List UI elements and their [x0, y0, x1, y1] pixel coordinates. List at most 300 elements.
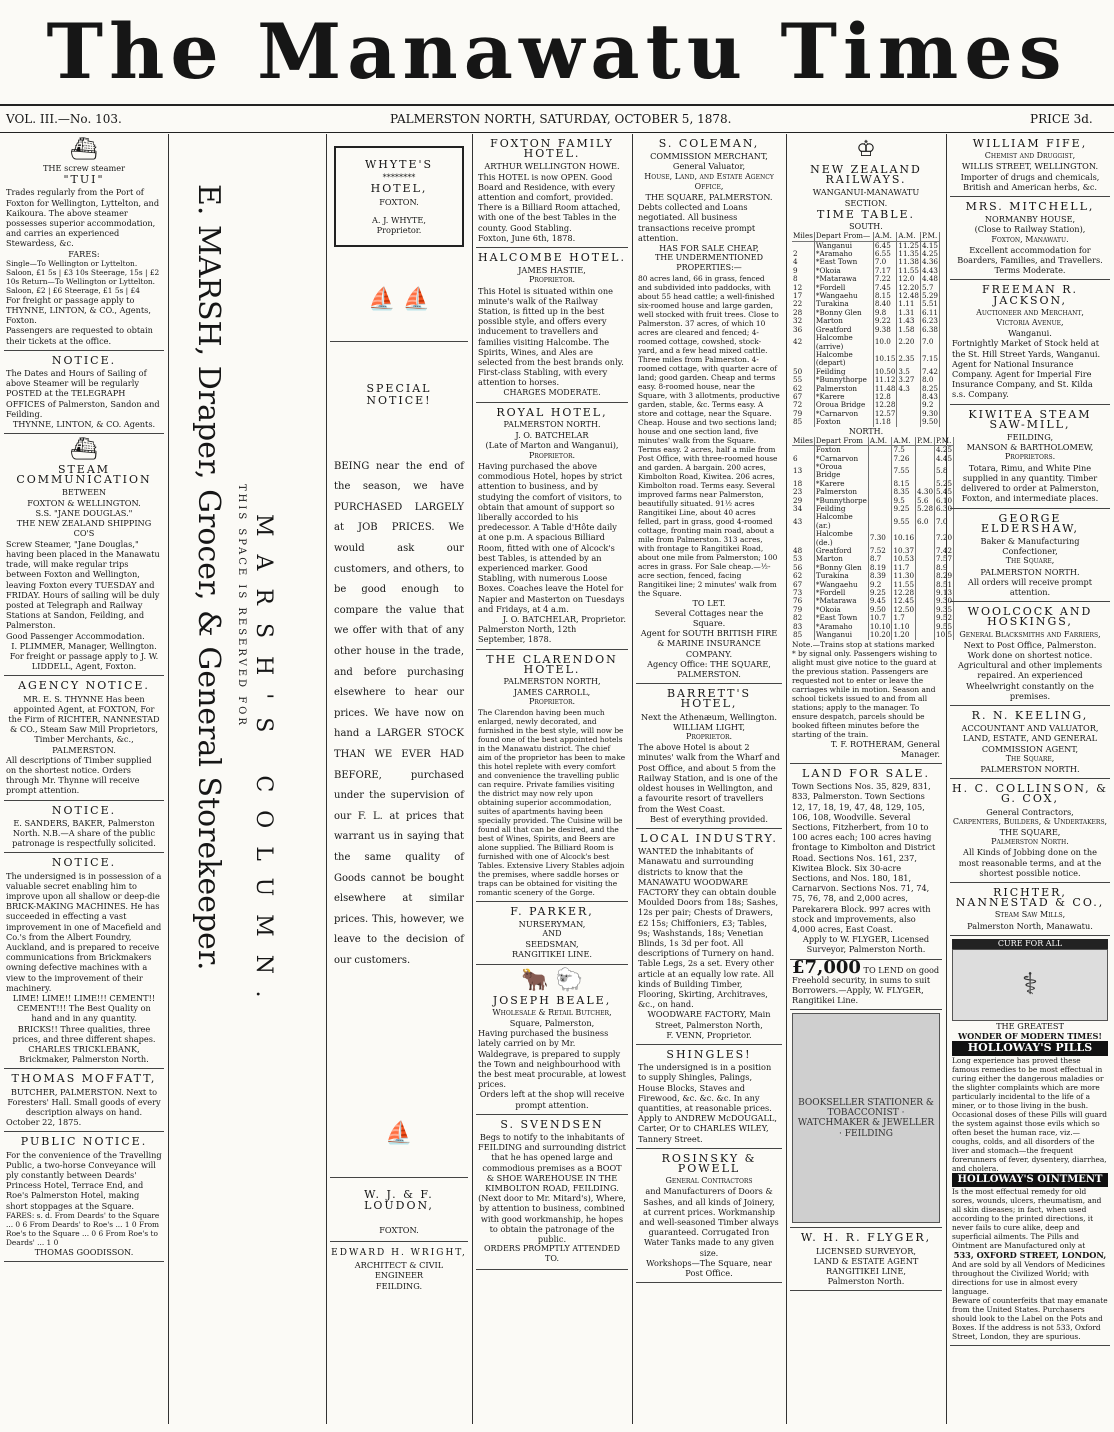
- loudon-ad: W. J. & F. LOUDON, FOXTON.: [330, 1177, 468, 1235]
- timetable-cell: 8.51: [936, 579, 953, 589]
- timetable-cell: 11.35: [898, 249, 919, 259]
- timetable-cell: 1.7: [892, 614, 916, 622]
- timetable-cell: 7.55: [892, 463, 916, 480]
- timetable-cell: 9.38: [873, 326, 897, 334]
- timetable-cell: 79: [792, 606, 814, 614]
- timetable-cell: [916, 597, 935, 605]
- timetable-cell: Depart From—: [814, 232, 873, 241]
- timetable-cell: *Karere: [814, 393, 873, 401]
- timetable-cell: *Fordell: [814, 284, 873, 292]
- volume-number: VOL. III.—No. 103.: [6, 112, 122, 126]
- whyte-hotel-ad: WHYTE'S ******** HOTEL, FOXTON. A. J. WHYTE, Proprietor.: [334, 146, 464, 247]
- timetable-cell: 9.13: [936, 588, 953, 598]
- timetable-cell: 7.5: [892, 446, 916, 455]
- sailing-notice: NOTICE. The Dates and Hours of Sailing of above Steamer will be regularly POSTED at the TELEGRAPH OFFICES of Palmerston, Sandon and Feilding. THYNNE, LINTON, & CO. Agents.: [4, 351, 164, 434]
- timetable-cell: 13: [792, 463, 814, 480]
- timetable-cell: 82: [792, 614, 814, 622]
- timetable-cell: 12.8: [873, 393, 897, 401]
- timetable-cell: 4.25: [921, 249, 938, 259]
- column-5: [636, 134, 782, 1424]
- timetable-cell: 22: [792, 300, 814, 308]
- place-date: PALMERSTON NORTH, SATURDAY, OCTOBER 5, 1878.: [390, 112, 732, 126]
- timetable-cell: Turakina: [814, 300, 873, 308]
- steamer-icon: ⛴: [70, 137, 98, 162]
- timetable-cell: 28: [792, 309, 814, 317]
- timetable-cell: *Karere: [814, 480, 868, 488]
- timetable-cell: *Oroua Bridge: [814, 463, 868, 480]
- timetable-cell: 9.8: [873, 309, 897, 317]
- timetable-cell: Halcombe (de.): [814, 530, 868, 547]
- marsh-storekeeper: E. MARSH, Draper, Grocer, & General Storekeeper.: [191, 184, 226, 971]
- timetable-cell: 12.45: [893, 596, 915, 606]
- timetable-row: [792, 401, 940, 409]
- brickmaking-notice: NOTICE. The undersigned is in possession of a valuable secret enabling him to improve upon all shallow or deep-die BRICK-MAKING MACHINES. He has succeeded in effecting a vast improvement in one of Macefield and Co.'s from the Albert Foundry, Auckland, and is prepared to receive communications from Brickmakers owning defective machines with a view to the improvement of their machinery. LIME! LIME!! LIME!!! CEMENT!! CEMENT!!! The Best Quality on hand and in any quantity. BRICKS!! Three qualities, three prices, and three different shapes. CHARLES TRICKLEBANK, Brickmaker, Palmerston North.: [4, 853, 164, 1069]
- timetable-cell: 2.35: [897, 351, 921, 368]
- timetable-cell: 9: [792, 267, 814, 275]
- south-timetable: [792, 232, 940, 426]
- timetable-cell: 4.3: [897, 385, 921, 393]
- timetable-cell: Marton: [814, 555, 868, 563]
- timetable-cell: 9.2: [920, 401, 939, 409]
- timetable-cell: 1.31: [897, 309, 921, 317]
- timetable-cell: 8.25: [921, 383, 938, 393]
- mitchell-boarding-ad: MRS. MITCHELL, NORMANBY HOUSE, (Close to Railway Station), Foxton, Manawatu. Excellent accommodation for Boarders, Families, and Travellers. Terms Moderate.: [950, 197, 1110, 280]
- timetable-cell: 12.20: [898, 282, 919, 292]
- timetable-cell: *Wangaehu: [814, 581, 868, 589]
- timetable-cell: 6: [792, 455, 814, 463]
- pocket-watch-illustration: BOOKSELLER STATIONER & TOBACCONIST · WATCHMAKER & JEWELLER · FEILDING: [792, 1013, 940, 1223]
- timetable-row: [792, 232, 940, 241]
- timetable-cell: *Wangaehu: [814, 292, 873, 300]
- timetable-cell: 10.10: [869, 621, 891, 631]
- timetable-cell: 9.30: [936, 596, 953, 606]
- timetable-cell: *Aramaho: [814, 623, 868, 631]
- cattle-illustration: 🐂 🐑: [521, 967, 583, 993]
- fife-chemist-ad: WILLIAM FIFE, Chemist and Druggist, WILLIS STREET, WELLINGTON. Importer of drugs and chemicals, British and American herbs, &c.: [950, 134, 1110, 197]
- money-to-lend-ad: £7,000 TO LEND on good Freehold security, in sums to suit Borrowers.—Apply, W. FLYGER, Rangitikei Line.: [790, 960, 942, 1011]
- timetable-cell: 8.43: [921, 391, 938, 401]
- timetable-cell: 8.9: [935, 564, 954, 572]
- seated-figure-illustration: ⚕: [952, 949, 1108, 1021]
- timetable-cell: Halcombe (arrive): [814, 334, 873, 351]
- timetable-cell: *Okoia: [814, 267, 873, 275]
- price: PRICE 3d.: [1030, 112, 1093, 126]
- timetable-cell: Miles: [793, 435, 813, 445]
- timetable-cell: 56: [792, 564, 814, 572]
- timetable-cell: 73: [792, 589, 814, 597]
- timetable-cell: 5.29: [921, 291, 938, 301]
- timetable-cell: 8.7: [868, 555, 892, 563]
- dateline: [0, 104, 1114, 133]
- timetable-cell: [916, 555, 935, 563]
- timetable-cell: 8: [792, 275, 814, 283]
- timetable-cell: 6.55: [873, 250, 897, 258]
- column-6: [790, 134, 953, 1424]
- timetable-cell: 9.25: [868, 589, 892, 597]
- tui-steamer-ad: ⛴ THE screw steamer "TUI" Trades regularly from the Port of Foxton for Wellington, Lyttelton, and Kaikoura. The above steamer possesses superior accommodation, and carries an experienced Stewardess, &c. FARES: Single—To Wellington or Lyttelton. Saloon, £1 5s | £3 10s Steerage, 15s | £2 10s Return—To Wellington or Lyttelton. Saloon, £2 | £6 Steerage, £1 5s | £4 For freight or passage apply to THYNNE, LINTON, & CO., Agents, Foxton. Passengers are requested to obtain their tickets at the office.: [4, 134, 164, 351]
- woolcock-blacksmith-ad: WOOLCOCK AND HOSKINGS, General Blacksmiths and Farriers, Next to Post Office, Palmerston. Work done on shortest notice. Agricultural and other implements repaired. An experienced Wheelwright constantly on the premises.: [950, 602, 1110, 706]
- timetable-cell: A.M.: [868, 437, 892, 446]
- wright-ad: EDWARD H. WRIGHT, ARCHITECT & CIVIL ENGINEER FEILDING.: [330, 1241, 468, 1291]
- timetable-cell: 5.8: [935, 463, 954, 480]
- timetable-cell: 4.48: [921, 274, 938, 284]
- svendsen-ad: S. SVENDSEN Begs to notify to the inhabitants of FEILDING and surrounding district that he has opened large and commodious premises as a BOOT & SHOE WAREHOUSE IN THE KIMBOLTON ROAD, FEILDING. (Next door to Mr. Mitard's), Where, by attention to business, combined with good workmanship, he hopes to obtain the patronage of the public. ORDERS PROMPTLY ATTENDED TO.: [476, 1115, 628, 1270]
- timetable-cell: 42: [792, 334, 814, 351]
- timetable-cell: [792, 351, 814, 368]
- timetable-cell: 12.0: [897, 275, 921, 283]
- timetable-cell: 12.28: [893, 588, 915, 598]
- timetable-cell: [916, 589, 935, 597]
- space-reserved: THIS SPACE IS RESERVED FOR: [236, 484, 248, 728]
- timetable-cell: 11.38: [898, 257, 919, 267]
- ships-illustration: ⛵ ⛵: [368, 287, 430, 313]
- timetable-cell: [916, 606, 935, 614]
- timetable-row: [792, 513, 954, 530]
- timetable-cell: *Bunnythorpe: [814, 376, 873, 384]
- timetable-cell: 1.10: [892, 623, 916, 631]
- timetable-cell: [916, 564, 935, 572]
- bookseller-ad: [790, 1010, 942, 1228]
- timetable-cell: Greatford: [814, 326, 873, 334]
- timetable-cell: [916, 463, 935, 480]
- timetable-cell: 9.5: [892, 497, 916, 505]
- timetable-cell: 83: [792, 623, 814, 631]
- timetable-cell: 7.17: [873, 267, 897, 275]
- timetable-cell: 8.39: [868, 572, 892, 580]
- marsh-column-title: MARSH'S COLUMN.: [251, 514, 277, 1016]
- railway-timetable: ♔ NEW ZEALAND RAILWAYS. WANGANUI-MANAWATU SECTION. TIME TABLE. SOUTH. Miles Depart From— A.M. A.M. P.M. Wanganui 6.45 11.25 4.15 2 *Aramaho 6.55 11.35 4.25 4 *East Town 7.0 11.38 4.36 9 *Okoia 7.17 11.55 4.43 8 *Matarawa 7.22 12.0 4.48 12 *Fordell 7.45 12.20 5.7 17 *Wangaehu 8.15 12.48 5.29 22 Turakina 8.40 1.11 5.51 28 *Bonny Glen 9.8 1.31 6.11 32 Marton 9.22 1.43 6.23 36 Greatford 9.38 1.58 6.38 42 Halcombe (arrive) 10.0 2.20 7.0 Halcombe (depart) 10.15 2.35 7.15 50 Feilding 10.50 3.5 7.42 55 *Bunnythorpe 11.12 3.27 8.0 62 Palmerston 11.48 4.3 8.25 67 *Karere 12.8 8.43 72 Oroua Bridge 12.28 9.2 79 *Carnarvon 12.57 9.30 85 Foxton 1.18 9.50 NORTH. Miles Depart From A.M. A.M. P.M. P.M. Foxton 7.5 4.25 6 *Carnarvon 7.26 4.45 13 *Oroua Bridge 7.55 5.8 18 *Karere 8.15 5.25 23 Palmerston 8.35 4.30 5.45 29 *Bunnythorpe 9.5 5.6 6.10 34 Feilding 9.25 5.28 6.30 43 Halcombe (ar.) 9.55 6.0 7.0 Halcombe (de.) 7.30 10.16 7.20 48 Greatford 7.52 10.37 7.42 53 Marton 8.7 10.53 7.57 56 *Bonny Glen 8.19 11.7 8.9 62 Turakina 8.39 11.30 8.29 67 *Wangaehu 9.2 11.55 8.51 73 *Fordell 9.25 12.28 9.13 76 *Matarawa 9.45 12.45 9.30 79 *Okoia 9.50 12.50 9.35 82 *East Town 10.7 1.7 9.52 83 *Aramaho 10.10 1.10 9.55 85 Wanganui 10.20 1.20 10.5 Note.—Trains stop at stations marked * by signal only. Passengers wishing to alight must give notice to the guard at the previous station. Passengers are requested not to enter or leave the carriages while in motion. Season and school tickets issued to and from all stations; apply to the manager. To ensure despatch, parcels should be booked fifteen minutes before the starting of the train. T. F. ROTHERAM, General Manager.: [790, 134, 942, 764]
- timetable-cell: 5.51: [921, 299, 938, 309]
- timetable-cell: 2: [792, 250, 814, 258]
- timetable-cell: 4.36: [921, 257, 938, 267]
- timetable-row: [792, 385, 940, 393]
- kiwitea-sawmill-ad: KIWITEA STEAM SAW-MILL, FEILDING, MANSON & BARTHOLOMEW, Proprietors. Totara, Rimu, and White Pine supplied in any quantity. Timber delivered to order at Palmerston, Foxton, and intermediate places.: [950, 405, 1110, 509]
- barrett-hotel-ad: BARRETT'S HOTEL, Next the Athenæum, Wellington. WILLIAM LIGHT, Proprietor. The above Hotel is about 2 minutes' walk from the Wharf and Post Office, and about 5 from the Railway Station, and is one of the oldest houses in Wellington, and a favourite resort of travellers from the West Coast. Best of everything provided.: [636, 684, 782, 829]
- coat-of-arms-icon: ♔: [856, 137, 876, 162]
- moffatt-ad: THOMAS MOFFATT, BUTCHER, PALMERSTON. Next to Foresters' Hall. Small goods of every description always on hand. October 22, 1875.: [4, 1069, 164, 1132]
- timetable-cell: 7.0: [873, 258, 897, 266]
- beale-butcher-ad: 🐂 🐑 JOSEPH BEALE, Wholesale & Retail Butcher, Square, Palmerston, Having purchased the business lately carried on by Mr. Waldegrave, is prepared to supply the Town and neighbourhood with the best meat procurable, at lowest prices. Orders left at the shop will receive prompt attention.: [476, 965, 628, 1115]
- timetable-cell: 11.7: [892, 564, 916, 572]
- timetable-cell: 4: [792, 258, 814, 266]
- timetable-cell: 1.43: [897, 317, 921, 325]
- timetable-cell: 12.28: [874, 400, 896, 410]
- timetable-cell: 10.5: [936, 630, 953, 640]
- timetable-cell: 11.12: [874, 375, 896, 385]
- timetable-cell: 5.7: [920, 284, 939, 292]
- timetable-cell: 11.25: [898, 240, 919, 250]
- timetable-cell: 4.45: [936, 453, 953, 463]
- timetable-cell: 6.23: [921, 316, 938, 326]
- timetable-cell: 11.55: [898, 265, 919, 275]
- local-industry-ad: LOCAL INDUSTRY. WANTED the inhabitants of Manawatu and surrounding districts to know that the MANAWATU WOODWARE FACTORY they can obtain double Moulded Doors from 18s; Sashes, 12s per pair; Chests of Drawers, £2 15s; Chiffoniers, £3; Tables, 9s; Washstands, 18s; Venetian Blinds, 1s 3d per foot. All descriptions of Turnery on hand. Table Legs, 2s a set. Every other article at an equally low rate. All kinds of Building Timber, Flooring, Skirting, Architraves, &c., on hand. WOODWARE FACTORY, Main Street, Palmerston North, F. VENN, Proprietor.: [636, 829, 782, 1045]
- timetable-cell: Feilding: [814, 368, 873, 376]
- timetable-cell: 6.10: [936, 495, 953, 505]
- timetable-cell: [916, 614, 935, 622]
- timetable-cell: 7.57: [936, 554, 953, 564]
- timetable-cell: 9.35: [936, 604, 953, 614]
- timetable-cell: 85: [792, 631, 814, 639]
- column-2: [172, 134, 322, 1424]
- timetable-cell: 55: [792, 376, 814, 384]
- timetable-cell: P.M.: [920, 232, 939, 241]
- timetable-cell: 12: [792, 284, 814, 292]
- timetable-cell: Marton: [814, 317, 873, 325]
- timetable-cell: A.M.: [873, 232, 897, 241]
- timetable-cell: 10.53: [893, 554, 915, 564]
- timetable-row: [792, 410, 940, 418]
- timetable-cell: 5.28: [917, 504, 934, 514]
- newspaper-title: The Manawatu Times: [46, 7, 1068, 96]
- keeling-accountant-ad: R. N. KEELING, ACCOUNTANT AND VALUATOR, LAND, ESTATE, AND GENERAL COMMISSION AGENT, The Square, PALMERSTON NORTH.: [950, 706, 1110, 779]
- timetable-cell: 6.30: [936, 504, 953, 514]
- timetable-cell: *Bonny Glen: [814, 309, 873, 317]
- timetable-cell: Depart From: [814, 437, 868, 446]
- timetable-cell: A.M.: [897, 232, 921, 241]
- timetable-cell: 12.48: [898, 291, 919, 301]
- timetable-row: [792, 530, 954, 547]
- parker-ad: F. PARKER, NURSERYMAN, AND SEEDSMAN, RANGITIKEI LINE.: [476, 902, 628, 965]
- timetable-cell: 5.45: [936, 487, 953, 497]
- timetable-cell: 8.15: [892, 480, 916, 488]
- timetable-cell: 7.42: [921, 366, 938, 376]
- timetable-cell: 29: [792, 497, 814, 505]
- collinson-cox-ad: H. C. COLLINSON, & G. COX, General Contractors, Carpenters, Builders, & Undertakers, THE SQUARE, Palmerston North. All Kinds of Jobbing done on the most reasonable terms, and at the shortest possible notice.: [950, 779, 1110, 883]
- column-rule: [472, 134, 473, 1424]
- timetable-cell: 9.55: [936, 621, 953, 631]
- column-7: [950, 134, 1110, 1424]
- timetable-cell: [897, 393, 921, 401]
- timetable-row: [792, 376, 940, 384]
- timetable-cell: Palmerston: [814, 488, 868, 496]
- halcombe-hotel-ad: HALCOMBE HOTEL. JAMES HASTIE, Proprietor. This Hotel is situated within one minute's walk of the Railway Station, is fitted up in the best possible style, and offers every inducement to travellers and families visiting Halcombe. The Spirits, Wines, and Ales are selected from the best brands only. First-class Stabling, with every attention to horses. CHARGES MODERATE.: [476, 248, 628, 403]
- timetable-cell: 7.0: [935, 513, 954, 530]
- timetable-cell: 8.15: [873, 292, 897, 300]
- timetable-cell: 9.22: [873, 317, 897, 325]
- timetable-cell: Wanganui: [814, 241, 873, 250]
- timetable-row: [792, 309, 940, 317]
- column-4: [476, 134, 628, 1424]
- timetable-cell: Miles: [793, 231, 813, 241]
- timetable-cell: 7.45: [873, 284, 897, 292]
- timetable-cell: 6.45: [873, 241, 897, 250]
- timetable-cell: Halcombe (depart): [814, 351, 873, 368]
- timetable-cell: 17: [792, 292, 814, 300]
- timetable-row: [792, 418, 940, 426]
- timetable-cell: P.M.: [935, 437, 954, 446]
- public-notice: PUBLIC NOTICE. For the convenience of the Travelling Public, a two-horse Conveyance will ply constantly between Deards' Princess Hotel, Terrace End, and Roe's Palmerston Hotel, making short stoppages at the Square. FARES: s. d. From Deards' to the Square ... 0 6 From Deards' to Roe's ... 1 0 From Roe's to the Square ... 0 6 From Roe's to Deards' ... 1 0 THOMAS GOODISSON.: [4, 1132, 164, 1262]
- timetable-cell: 4.15: [921, 240, 938, 250]
- special-notice: SPECIAL NOTICE! BEING near the end of the season, we have PURCHASED LARGELY at JOB PRICES. We would ask our customers, and others, to be good enough to compare the value that we offer with that of any other house in the trade, and before purchasing elsewhere to hear our prices. We have now on hand a LARGER STOCK THAN WE EVER HAD BEFORE, purchased under the supervision of our F. L. at prices that warrant us in saying that the same quality of Goods cannot be bought elsewhere at similar prices. This, however, we leave to the decision of our customers.: [330, 341, 468, 971]
- timetable-cell: [868, 497, 892, 505]
- timetable-cell: *Okoia: [814, 606, 868, 614]
- timetable-cell: 10.16: [892, 530, 916, 547]
- timetable-cell: 62: [792, 572, 814, 580]
- timetable-cell: Foxton: [814, 446, 868, 455]
- timetable-cell: [868, 505, 892, 513]
- timetable-cell: 12.57: [874, 408, 896, 418]
- timetable-cell: 11.48: [874, 383, 896, 393]
- timetable-cell: 1.11: [897, 300, 921, 308]
- timetable-row: [792, 631, 954, 639]
- timetable-cell: [916, 530, 935, 547]
- ship-illustration: ⛵: [385, 1121, 413, 1147]
- timetable-cell: *Bunnythorpe: [815, 495, 867, 505]
- timetable-cell: 6.0: [916, 513, 935, 530]
- timetable-cell: [916, 446, 935, 455]
- land-for-sale-ad: LAND FOR SALE. Town Sections Nos. 35, 829, 831, 833, Palmerston. Town Sections 12, 17, 18, 19, 47, 48, 129, 105, 106, 108, Woodville. Several Sections, Fitzherbert, from 10 to 100 acres each; 100 acres having frontage to Kimbolton and District Road. Sections Nos. 161, 237, Kiwitea Block. Six 30-acre Sections, and Nos. 180, 181, Carnarvon. Sections Nos. 71, 74, 75, 76, 78, and 2,000 acres, Parekarera Block. 997 acres with stock and improvements, also 4,000 acres, East Coast. Apply to W. FLYGER, Licensed Surveyor, Palmerston North.: [790, 764, 942, 960]
- timetable-cell: 9.50: [921, 417, 938, 427]
- rosinsky-powell-ad: ROSINSKY & POWELL General Contractors and Manufacturers of Doors & Sashes, and all kinds of Joinery, at current prices. Workmanship and well-seasoned Timber always guaranteed. Corrugated Iron Water Tanks made to any given size. Workshops—The Square, near Post Office.: [636, 1149, 782, 1283]
- timetable-cell: 76: [792, 597, 814, 605]
- timetable-cell: [916, 455, 935, 463]
- timetable-cell: [897, 410, 921, 418]
- timetable-cell: 12.50: [893, 604, 915, 614]
- holloway-pills-ad: CURE FOR ALL ⚕ THE GREATEST WONDER OF MODERN TIMES! HOLLOWAY'S PILLS Long experience has proved these famous remedies to be most effectual in curing either the dangerous maladies or the slighter complaints which are more particularly incidental to the life of a miner, or to those living in the bush. Occasional doses of these Pills will guard the system against those evils which so often beset the human race, viz.—coughs, colds, and all disorders of the liver and stomach—the frequent forerunners of fever, dysentery, diarrhea, and cholera. HOLLOWAY'S OINTMENT Is the most effectual remedy for old sores, wounds, ulcers, rheumatism, and all skin diseases; in fact, when used according to the printed directions, it never fails to cure alike, deep and superficial ailments. The Pills and Ointment are Manufactured only at 533, OXFORD STREET, LONDON, And are sold by all Vendors of Medicines throughout the Civilized World; with directions for use in almost every language. Beware of counterfeits that may emanate from the United States. Purchasers should look to the Label on the Pots and Boxes. If the address is not 533, Oxford Street, London, they are spurious.: [950, 936, 1110, 1346]
- eldershaw-baker-ad: GEORGE ELDERSHAW, Baker & Manufacturing Confectioner, The Square, PALMERSTON NORTH. All orders will receive prompt attention.: [950, 509, 1110, 603]
- timetable-cell: 34: [792, 505, 814, 513]
- royal-hotel-ad: ROYAL HOTEL, PALMERSTON NORTH. J. O. BATCHELAR (Late of Marton and Wanganui), Proprietor. Having purchased the above commodious Hotel, hopes by strict attention to business, and by studying the comfort of visitors, to obtain that amount of support so liberally accorded to his predecessor. A Table d'Hôte daily at one p.m. A spacious Billiard Room, fitted with one of Alcock's best Tables, is attended by an experienced marker. Good Stabling, with numerous Loose Boxes. Coaches leave the Hotel for Napier and Masterton on Tuesdays and Fridays, at 4 a.m. J. O. BATCHELAR, Proprietor. Palmerston North, 12th September, 1878.: [476, 403, 628, 650]
- coleman-ad: S. COLEMAN, COMMISSION MERCHANT, General Valuator, House, Land, and Estate Agency Office, THE SQUARE, PALMERSTON. Debts collected and Loans negotiated. All business transactions receive prompt attention. HAS FOR SALE CHEAP, THE UNDERMENTIONED PROPERTIES:— 80 acres land, 66 in grass, fenced and subdivided into paddocks, with about 55 head cattle; a well-finished six-roomed house and large garden, well stocked with fruit trees. Close to Palmerston. 37 acres, of which 10 acres are cleared and fenced; 4-roomed cottage, cowshed, stock-yard, and a few head mixed cattle. Three miles from Palmerston. 4-roomed cottage, with quarter acre of land; good garden. Cheap and terms easy. 8-roomed house, near the Square, with 3 allotments, productive garden, stable, &c. Terms easy. A store and cottage, near the Square. Cheap. House and two sections land; house and one section land, five minutes' walk from the Square. Terms easy. 2 acres, half a mile from Post Office, with three-roomed house and garden. A bargain. 200 acres, Kimbolton Road, Kiwitea. 206 acres, Kimbolton road. Terms easy. Several improved farms near Palmerston, beautifully situated. 91½ acres Rangitikei Line, about 40 acres felled, part in grass, good 4-roomed cottage, fronting main road, about a mile from Palmerston. 313 acres, with frontage to Rangitikei Road, about one mile from Palmerston; 100 acres in grass. For Sale cheap.—½-acre section, fenced, facing Rangitikei line; 2 minutes' walk from the Square. TO LET. Several Cottages near the Square. Agent for SOUTH BRITISH FIRE & MARINE INSURANCE COMPANY. Agency Office: THE SQUARE, PALMERSTON.: [636, 134, 782, 684]
- timetable-cell: 5.6: [916, 497, 935, 505]
- column-rule: [326, 134, 327, 1424]
- timetable-cell: 9.52: [936, 613, 953, 623]
- timetable-cell: *Matarawa: [814, 597, 868, 605]
- timetable-cell: Wanganui: [814, 631, 868, 639]
- timetable-cell: [868, 480, 892, 488]
- timetable-cell: A.M.: [892, 437, 916, 446]
- timetable-cell: 72: [792, 401, 814, 409]
- timetable-cell: *Carnarvon: [814, 410, 873, 418]
- timetable-row: [792, 334, 940, 351]
- timetable-cell: Halcombe (ar.): [814, 513, 868, 530]
- timetable-cell: 8.19: [868, 564, 892, 572]
- timetable-cell: [868, 488, 892, 496]
- timetable-cell: Foxton: [814, 418, 873, 426]
- timetable-cell: 10.7: [868, 614, 892, 622]
- timetable-cell: 9.45: [868, 597, 892, 605]
- timetable-cell: [792, 530, 814, 547]
- timetable-cell: 67: [792, 393, 814, 401]
- steamer-icon: ⛴: [70, 437, 98, 463]
- timetable-cell: 48: [792, 547, 814, 555]
- timetable-cell: 7.22: [873, 275, 897, 283]
- timetable-cell: 4.30: [917, 487, 934, 497]
- masthead: [0, 0, 1114, 104]
- column-rule: [786, 134, 787, 1424]
- timetable-cell: P.M.: [916, 437, 935, 446]
- timetable-cell: Oroua Bridge: [814, 401, 873, 409]
- timetable-cell: 8.29: [936, 571, 953, 581]
- timetable-cell: 7.0: [920, 334, 939, 351]
- timetable-cell: Turakina: [814, 572, 868, 580]
- timetable-cell: [897, 401, 921, 409]
- timetable-cell: *Fordell: [814, 589, 868, 597]
- timetable-cell: Greatford: [814, 547, 868, 555]
- shingles-ad: SHINGLES! The undersigned is in a position to supply Shingles, Palings, House Blocks, Staves and Firewood, &c. &c. &c. In any quantities, at reasonable prices. Apply to ANDREW McDOUGALL, Carter, Or to CHARLES WILEY, Tannery Street.: [636, 1045, 782, 1149]
- timetable-cell: 10.50: [874, 366, 896, 376]
- timetable-cell: 10.15: [873, 351, 897, 368]
- timetable-cell: *Carnarvon: [814, 455, 868, 463]
- timetable-cell: 9.25: [892, 505, 916, 513]
- timetable-cell: 11.55: [893, 579, 915, 589]
- north-timetable: [792, 437, 954, 640]
- timetable-cell: 7.42: [936, 546, 953, 556]
- timetable-cell: *Bonny Glen: [814, 564, 868, 572]
- timetable-cell: 10.37: [893, 546, 915, 556]
- column-1: [4, 134, 164, 1424]
- timetable-cell: 6.11: [921, 307, 938, 317]
- steam-communication-ad: ⛴ STEAM COMMUNICATION BETWEEN FOXTON & WELLINGTON. S.S. "JANE DOUGLAS." THE NEW ZEALAND SHIPPING CO'S Screw Steamer, "Jane Douglas," having been placed in the Manawatu trade, will make regular trips between Foxton and Wellington, leaving Foxton every TUESDAY and FRIDAY. Hours of sailing will be duly posted at Telegraph and Railway Stations at Sandon, Feilding, and Palmerston. Good Passenger Accommodation. I. PLIMMER, Manager, Wellington. For freight or passage apply to J. W. LIDDELL, Agent, Foxton.: [4, 434, 164, 676]
- timetable-cell: 8.40: [873, 300, 897, 308]
- timetable-cell: [868, 446, 892, 455]
- timetable-cell: [916, 623, 935, 631]
- column-rule: [632, 134, 633, 1424]
- timetable-cell: 23: [792, 488, 814, 496]
- timetable-cell: 7.15: [920, 351, 939, 368]
- timetable-cell: *Matarawa: [814, 275, 873, 283]
- timetable-cell: 53: [792, 555, 814, 563]
- timetable-cell: 32: [792, 317, 814, 325]
- timetable-cell: 1.58: [897, 326, 921, 334]
- timetable-cell: [868, 463, 892, 480]
- timetable-row: [792, 292, 940, 300]
- timetable-cell: 7.52: [868, 547, 892, 555]
- jackson-auctioneer-ad: FREEMAN R. JACKSON, Auctioneer and Merchant, Victoria Avenue, Wanganui. Fortnightly Market of Stock held at the St. Hill Street Yards, Wanganui. Agent for National Insurance Company. Agent for Imperial Fire Insurance Company, and St. Kilda s.s. Company.: [950, 280, 1110, 404]
- timetable-cell: 8.0: [920, 376, 939, 384]
- timetable-cell: 9.55: [892, 513, 916, 530]
- timetable-cell: 9.30: [921, 408, 938, 418]
- timetable-cell: 7.26: [892, 455, 916, 463]
- timetable-cell: 6.38: [921, 324, 938, 334]
- timetable-cell: 10.0: [873, 334, 897, 351]
- timetable-cell: 10.20: [869, 630, 891, 640]
- timetable-cell: 7.20: [935, 530, 954, 547]
- timetable-row: [792, 463, 954, 480]
- timetable-cell: 50: [792, 368, 814, 376]
- timetable-cell: 5.25: [936, 478, 953, 488]
- timetable-cell: [916, 581, 935, 589]
- timetable-cell: 43: [792, 513, 814, 530]
- timetable-cell: 3.5: [897, 368, 921, 376]
- timetable-cell: 36: [792, 326, 814, 334]
- timetable-cell: *Aramaho: [814, 250, 873, 258]
- timetable-cell: [916, 572, 935, 580]
- sanders-notice: NOTICE. E. SANDERS, BAKER, Palmerston North. N.B.—A share of the public patronage is respectfully solicited.: [4, 801, 164, 854]
- timetable-cell: [868, 455, 892, 463]
- column-rule: [946, 134, 947, 1424]
- timetable-cell: 9.2: [868, 581, 892, 589]
- timetable-cell: [916, 631, 935, 639]
- timetable-row: [792, 317, 940, 325]
- column-rule: [168, 134, 169, 1424]
- timetable-cell: 4.25: [936, 445, 953, 455]
- timetable-cell: 4.43: [921, 265, 938, 275]
- agency-notice: AGENCY NOTICE. MR. E. S. THYNNE Has been appointed Agent, at FOXTON, For the Firm of RICHTER, NANNESTAD & CO., Steam Saw Mill Proprietors, Timber Merchants, &c., PALMERSTON. All descriptions of Timber supplied on the shortest notice. Orders through Mr. Thynne will receive prompt attention.: [4, 676, 164, 800]
- timetable-cell: 67: [792, 581, 814, 589]
- timetable-cell: 8.35: [892, 488, 916, 496]
- timetable-cell: 1.20: [892, 631, 916, 639]
- timetable-cell: 9.50: [868, 606, 892, 614]
- timetable-row: [792, 267, 940, 275]
- clarendon-hotel-ad: THE CLARENDON HOTEL. PALMERSTON NORTH, JAMES CARROLL, Proprietor. The Clarendon having been much enlarged, newly decorated, and furnished in the best style, will now be found one of the best appointed hotels in the Manawatu district. The chief aim of the proprietor has been to make this hotel replete with every comfort and convenience the travelling public can require. Private families visiting the district may now rely upon obtaining superior accommodation, suites of apartments having been specially provided. The Cuisine will be found all that can be desired, and the best of Wines, Spirits, and Beers are alone supplied. The Billiard Room is furnished with one of Alcock's best Tables. Extensive Livery Stables adjoin the premises, where saddle horses or traps can be obtained for visiting the romantic scenery of the Gorge.: [476, 650, 628, 902]
- timetable-cell: [916, 547, 935, 555]
- timetable-cell: [897, 418, 921, 426]
- timetable-cell: 79: [792, 410, 814, 418]
- timetable-cell: 1.18: [873, 418, 897, 426]
- timetable-cell: *East Town: [814, 258, 873, 266]
- timetable-cell: *East Town: [814, 614, 868, 622]
